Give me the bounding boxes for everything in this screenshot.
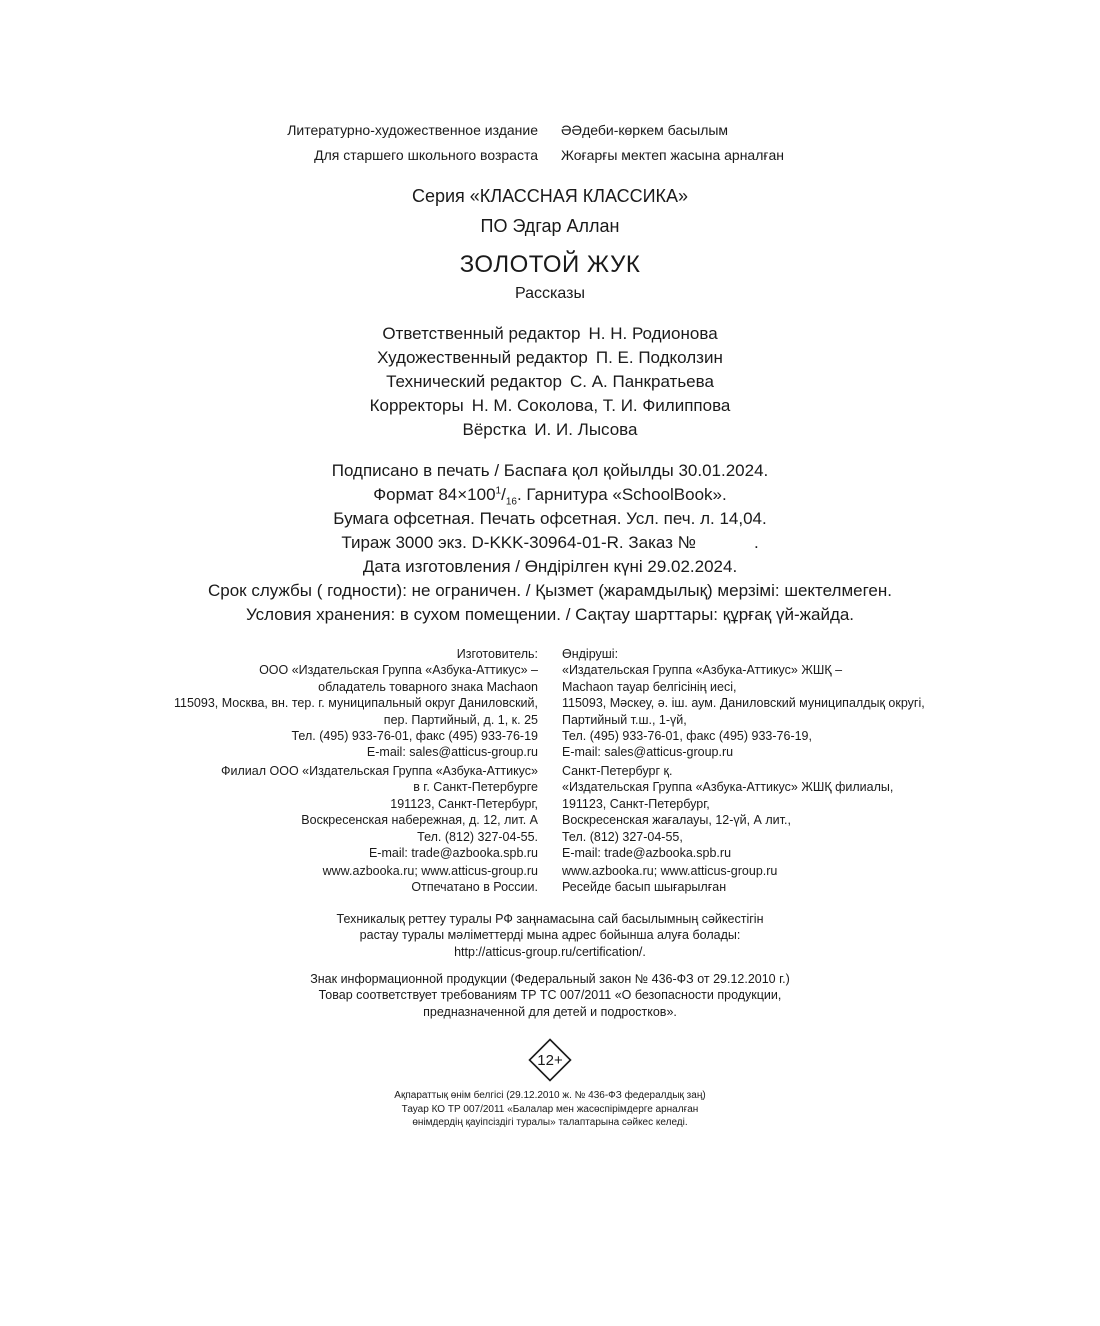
age-rating-text: 12+	[537, 1052, 563, 1069]
info-product-sign	[0, 971, 1100, 1020]
text-line: E-mail: sales@atticus-group.ru	[366, 745, 538, 760]
order-number-end: .	[753, 533, 759, 552]
printed-in: Отпечатано в России.	[411, 880, 538, 895]
storage-conditions: Условия хранения: в сухом помещении. / Сақтау шарттары: құрғақ үй-жайда.	[245, 605, 855, 624]
kz-age-group: Жоғарғы мектеп жасына арналған	[561, 147, 785, 163]
kz-edition-type: ӘӘдеби-көркем басылым	[561, 122, 729, 138]
website-links: www.azbooka.ru; www.atticus-group.ru	[322, 864, 538, 878]
book-title: ЗОЛОТОЙ ЖУК	[459, 251, 641, 278]
diamond-icon	[528, 1038, 572, 1082]
text-line: 191123, Санкт-Петербург,	[390, 796, 538, 811]
certification-note	[0, 911, 1100, 960]
text-line: E-mail: trade@azbooka.spb.ru	[368, 846, 538, 861]
credit-name: И. И. Лысова	[534, 420, 638, 439]
printed-in: Ресейде басып шығарылған	[562, 880, 727, 895]
ru-edition-type: Литературно-художественное издание	[287, 122, 538, 138]
credit-role: Технический редактор	[386, 372, 562, 391]
text-line: «Издательская Группа «Азбука-Аттикус» ЖШҚ филиалы,	[562, 780, 894, 795]
credit-line	[0, 372, 1100, 392]
text-line: Техникалық реттеу туралы РФ заңнамасына сай басылымның сәйкестігін	[336, 912, 764, 926]
typeface-text: . Гарнитура «SchoolBook».	[516, 485, 727, 504]
credit-role: Ответственный редактор	[382, 324, 581, 343]
text-line: Филиал ООО «Издательская Группа «Азбука-Аттикус»	[221, 764, 538, 778]
text-line: Товар соответствует требованиям ТР ТС 007/2011 «О безопасности продукции,	[318, 988, 782, 1003]
author-name: ПО Эдгар Аллан	[480, 216, 620, 236]
text-line: Өндіруші:	[562, 647, 619, 661]
paper-line: Бумага офсетная. Печать офсетная. Усл. печ. л. 14,04.	[333, 509, 767, 528]
text-line: Machaon тауар белгісінің иесі,	[562, 679, 737, 694]
format-fraction-num: 1	[495, 485, 502, 497]
print-run-text: Тираж 3000 экз. D-KKK-30964-01-R. Заказ №	[341, 533, 696, 552]
text-line: Изготовитель:	[456, 647, 538, 661]
text-line: Воскресенская набережная, д. 12, лит. А	[301, 813, 538, 828]
text-line: Знак информационной продукции (Федеральный закон № 436-ФЗ от 29.12.2010 г.)	[310, 972, 790, 986]
book-genre: Рассказы	[515, 285, 585, 302]
credit-name: Н. Н. Родионова	[588, 324, 718, 343]
text-line: Ақпараттық өнім белгісі (29.12.2010 ж. № 436-ФЗ федералдық заң)	[394, 1090, 706, 1101]
web-ru	[323, 863, 538, 896]
text-line: «Издательская Группа «Азбука-Аттикус» ЖШҚ –	[562, 663, 843, 678]
text-line: Тел. (495) 933-76-01, факс (495) 933-76-19	[291, 729, 538, 744]
text-line: растау туралы мәліметтерді мына адрес бойынша алуға болады:	[359, 928, 741, 943]
certification-url: http://atticus-group.ru/certification/.	[454, 944, 646, 959]
website-links: www.azbooka.ru; www.atticus-group.ru	[562, 864, 778, 878]
text-line: пер. Партийный, д. 1, к. 25	[383, 712, 538, 727]
text-line: E-mail: sales@atticus-group.ru	[562, 745, 734, 760]
credit-name: П. Е. Подколзин	[595, 348, 723, 367]
text-line: Тел. (812) 327-04-55.	[417, 829, 538, 844]
web-kz	[562, 863, 777, 896]
format-text: Формат 84×100	[373, 485, 496, 504]
series-name: Серия «КЛАССНАЯ КЛАССИКА»	[411, 186, 689, 206]
print-run-line	[0, 533, 1100, 553]
credit-line	[0, 396, 1100, 416]
text-line: Тел. (495) 933-76-01, факс (495) 933-76-19,	[562, 729, 812, 744]
format-fraction-slash: /	[501, 485, 506, 504]
format-line	[0, 485, 1100, 507]
credit-name: Н. М. Соколова, Т. И. Филиппова	[471, 396, 731, 415]
manufacture-date: Дата изготовления / Өндірілген күні 29.02.2024.	[362, 557, 738, 576]
text-line: 115093, Москва, вн. тер. г. муниципальный округ Даниловский,	[174, 696, 538, 711]
credit-role: Корректоры	[369, 396, 464, 415]
text-line: 191123, Санкт-Петербург,	[562, 796, 710, 811]
credit-line	[0, 348, 1100, 368]
age-rating-badge	[528, 1038, 572, 1082]
text-line: E-mail: trade@azbooka.spb.ru	[562, 846, 732, 861]
manufacturer-ru	[174, 646, 538, 761]
text-line: обладатель товарного знака Machaon	[318, 679, 538, 694]
credit-name: С. А. Панкратьева	[569, 372, 714, 391]
text-line: Тел. (812) 327-04-55,	[562, 829, 683, 844]
manufacturer-kz	[562, 646, 925, 761]
text-line: Воскресенская жағалауы, 12-үй, А лит.,	[562, 813, 791, 828]
credit-role: Художественный редактор	[377, 348, 588, 367]
signed-to-print: Подписано в печать / Баспаға қол қойылды 30.01.2024.	[331, 461, 769, 480]
text-line: предназначенной для детей и подростков».	[423, 1004, 677, 1019]
text-line: ООО «Издательская Группа «Азбука-Аттикус» –	[259, 663, 538, 678]
branch-kz	[562, 763, 893, 861]
ru-age-group: Для старшего школьного возраста	[314, 147, 538, 163]
bottom-kz-note	[0, 1089, 1100, 1130]
text-line: Тауар КО ТР 007/2011 «Балалар мен жасөспірімдерге арналған	[401, 1103, 699, 1115]
text-line: в г. Санкт-Петербурге	[413, 780, 538, 795]
credit-line	[0, 324, 1100, 344]
text-line: Санкт-Петербург қ.	[562, 764, 673, 778]
text-line: Партийный т.ш., 1-үй,	[562, 712, 687, 727]
service-life: Срок службы ( годности): не ограничен. / Қызмет (жарамдылық) мерзімі: шектелмеген.	[208, 581, 892, 600]
text-line: өнімдердің қауіпсіздігі туралы» талаптарына сәйкес келеді.	[412, 1117, 688, 1128]
format-fraction-den: 16	[505, 496, 517, 508]
branch-ru	[221, 763, 538, 861]
credit-line	[0, 420, 1100, 440]
credit-role: Вёрстка	[462, 420, 527, 439]
text-line: 115093, Мәскеу, ә. іш. аум. Даниловский муниципалдық округі,	[562, 696, 925, 711]
